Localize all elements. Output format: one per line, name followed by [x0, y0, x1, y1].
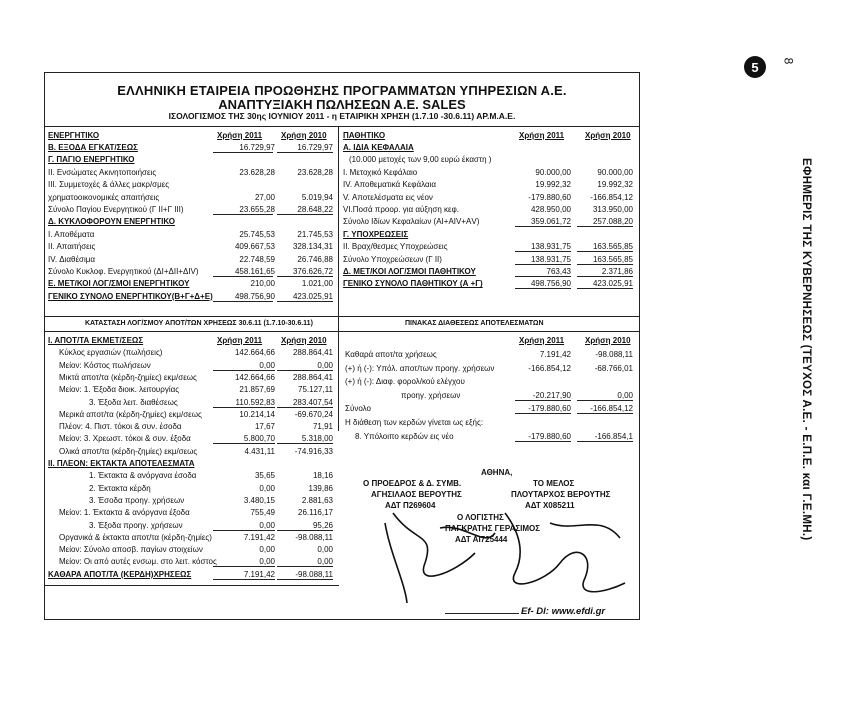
distribution-row-label: Καθαρά αποτ/τα χρήσεως	[345, 350, 437, 359]
income-row-label: Κύκλος εργασιών (πωλήσεις)	[59, 348, 163, 358]
distribution-value-2010: -166.854,12	[590, 404, 633, 414]
income-row-label: 2. Έκτακτα κέρδη	[89, 483, 151, 493]
income-row-label: Πλέον: 4. Πιστ. τόκοι & συν. έσοδα	[59, 422, 182, 432]
income-row-label: ΙΙ. ΠΛΕΟΝ: ΕΚΤΑΚΤΑ ΑΠΟΤΕΛΕΣΜΑΤΑ	[48, 459, 195, 468]
income-underline	[213, 443, 275, 444]
asset-underline	[277, 214, 333, 215]
liability-value-2010: 2.371,86	[601, 267, 633, 276]
asset-row-label: χρηματοοικονομικές απαιτήσεις	[48, 192, 160, 202]
liability-value-2011: 90.000,00	[535, 167, 571, 177]
asset-value-2010: 1.021,00	[301, 279, 333, 289]
income-value-2011: 0,00	[259, 557, 275, 567]
distribution-value-2011: 7.191,42	[539, 350, 571, 359]
liability-value-2010: 313.950,00	[592, 205, 633, 214]
liability-value-2010: -166.854,12	[590, 192, 633, 202]
income-underline	[213, 566, 275, 567]
footer-website: Ef- Dl: www.efdi.gr	[521, 606, 606, 617]
liability-underline	[577, 251, 633, 252]
company-name: ΕΛΛΗΝΙΚΗ ΕΤΑΙΡΕΙΑ ΠΡΟΩΘΗΣΗΣ ΠΡΟΓΡΑΜΜΑΤΩΝ ΥΠΗΡΕΣΙΩΝ Α.Ε.	[117, 83, 567, 98]
income-row-label: Μείον: Σύνολο αποσβ. παγίων στοιχείων	[59, 545, 203, 555]
asset-value-2011: 23.628,28	[239, 167, 275, 177]
city-label: ΑΘΗΝΑ,	[481, 468, 513, 477]
liability-row-label: VI.Ποσά προορ. για αύξηση κεφ.	[343, 205, 459, 214]
asset-row-label: ΙV. Διαθέσιμα	[48, 254, 95, 264]
income-row-label: Μικτά αποτ/τα (κέρδη-ζημίες) εκμ/σεως	[59, 372, 197, 382]
income-row-label: Ολικά αποτ/τα (κέρδη-ζημίες) εκμ/σεως	[59, 446, 198, 456]
liability-row-label: Σύνολο Υποχρεώσεων (Γ ΙΙ)	[343, 254, 442, 264]
liability-value-2011: 359.061,72	[530, 217, 571, 227]
liability-underline	[515, 276, 571, 277]
vertical-header: ΕΦΗΜΕΡΙΣ ΤΗΣ ΚΥΒΕΡΝΗΣΕΩΣ (ΤΕΥΧΟΣ Α.Ε. - Ε.Π.Ε. και Γ.Ε.ΜΗ.)	[800, 158, 812, 541]
distribution-row-label: 8. Υπόλοιπο κερδών εις νέο	[355, 431, 454, 441]
distribution-value-2011: -179.880,60	[528, 404, 571, 414]
liab-header: ΠΑΘΗΤΙΚΟ	[343, 131, 386, 140]
asset-underline	[277, 301, 333, 302]
income-value-2011: 7.191,42	[243, 569, 275, 579]
asset-underline	[213, 214, 273, 215]
asset-underline	[213, 152, 273, 153]
income-underline	[277, 370, 333, 371]
distribution-row-label: προηγ. χρήσεων	[401, 390, 461, 400]
income-underline	[213, 530, 275, 531]
income-value-2011: 3.480,15	[243, 495, 275, 505]
distribution-underline	[515, 400, 571, 401]
member-role: ΤΟ ΜΕΛΟΣ	[533, 479, 575, 488]
accountant-id: ΑΔΤ ΑΙ725444	[455, 535, 508, 544]
asset-value-2010: 376.626,72	[292, 267, 333, 276]
liability-value-2011: 138.931,75	[530, 242, 571, 252]
asset-row-label: Σύνολο Παγίου Ενεργητικού (Γ ΙΙ+Γ ΙΙΙ)	[48, 205, 184, 214]
distribution-value-2011: -179.880,60	[528, 431, 571, 441]
asset-value-2010: 328.134,31	[292, 242, 333, 252]
liability-value-2010: 90.000,00	[597, 167, 633, 177]
accountant-name: ΠΑΓΚΡΑΤΗΣ ΓΕΡΑΣΙΜΟΣ	[445, 524, 541, 533]
liability-underline	[515, 226, 571, 227]
company-subtitle: ΑΝΑΠΤΥΞΙΑΚΗ ΠΩΛΗΣΕΩΝ Α.Ε. SALES	[218, 97, 466, 112]
distribution-underline	[577, 441, 633, 442]
income-value-2010: 5.318,00	[301, 434, 333, 444]
income-value-2010: 0,00	[317, 557, 333, 567]
distribution-value-2010: -68.766,01	[594, 363, 633, 373]
member-name: ΠΛΟΥΤΑΡΧΟΣ ΒΕΡΟΥΤΗΣ	[511, 490, 611, 499]
income-value-2011: 142.664,66	[234, 372, 275, 382]
distribution-value-2010: 0,00	[617, 390, 633, 400]
liability-row-label: Α. ΙΔΙΑ ΚΕΦΑΛΑΙΑ	[343, 143, 414, 152]
signature-scribble	[345, 493, 635, 613]
income-row-label: 1. Έκτακτα & ανόργανα έσοδα	[89, 471, 197, 481]
income-underline	[277, 443, 333, 444]
liab-year-2011: Χρήση 2011	[519, 131, 565, 140]
income-value-2010: 283.407,54	[292, 397, 333, 407]
asset-value-2010: 26.746,88	[297, 254, 333, 264]
distribution-row-label: (+) ή (-): Διαφ. φορολ/κού ελέγχου	[345, 377, 465, 387]
member-id: ΑΔΤ Χ085211	[525, 501, 575, 510]
distribution-underline	[515, 441, 571, 442]
income-value-2011: 110.592,83	[235, 397, 275, 407]
income-statement-title: ΚΑΤΑΣΤΑΣΗ ΛΟΓ/ΣΜΟΥ ΑΠΟΤ/ΤΩΝ ΧΡΗΣΕΩΣ 30.6.11 (1.7.10-30.6.11)	[85, 320, 313, 327]
liability-underline	[577, 226, 633, 227]
president-id: ΑΔΤ Π269604	[385, 501, 436, 510]
income-underline	[277, 407, 333, 408]
liability-row-label: ΓΕΝΙΚΟ ΣΥΝΟΛΟ ΠΑΘΗΤΙΚΟΥ (Α +Γ)	[343, 279, 483, 289]
issue-badge: 5	[744, 56, 766, 78]
distribution-row-label: Σύνολο	[345, 404, 371, 414]
distribution-value-2011: -166.854,12	[528, 363, 571, 373]
income-value-2010: 139,86	[308, 483, 333, 493]
asset-value-2011: 25.745,53	[239, 229, 275, 239]
assets-year-2010: Χρήση 2010	[281, 131, 327, 140]
income-row-label: Οργανικά & έκτακτα αποτ/τα (κέρδη-ζημίες)	[59, 532, 212, 542]
income-value-2010: 0,00	[317, 360, 333, 370]
income-value-2011: 5.800,70	[243, 434, 275, 444]
asset-row-label: Ι. Αποθέματα	[48, 229, 95, 239]
asset-value-2011: 409.667,53	[234, 242, 275, 252]
asset-underline	[213, 301, 273, 302]
liability-underline	[577, 264, 633, 265]
income-value-2010: 2.881,63	[301, 495, 333, 505]
liability-value-2011: -179.880,60	[528, 192, 571, 202]
assets-header: ΕΝΕΡΓΗΤΙΚΟ	[48, 131, 100, 140]
liability-value-2011: 19.992,32	[535, 180, 571, 190]
income-value-2011: 17,67	[254, 422, 275, 432]
liability-row-label: Δ. ΜΕΤ/ΚΟΙ ΛΟΓ/ΣΜΟΙ ΠΑΘΗΤΙΚΟΥ	[343, 267, 476, 276]
asset-value-2010: 16.729,97	[297, 143, 333, 152]
income-value-2011: 4.431,11	[244, 446, 275, 456]
distribution-row-label: (+) ή (-): Υπόλ. αποτ/των προηγ. χρήσεων	[345, 363, 495, 373]
liability-value-2010: 423.025,91	[592, 279, 633, 289]
accountant-role: Ο ΛΟΓΙΣΤΗΣ	[457, 513, 504, 522]
distribution-underline	[577, 413, 633, 414]
income-year-2011: Χρήση 2011	[217, 336, 263, 345]
president-role: Ο ΠΡΟΕΔΡΟΣ & Δ. ΣΥΜΒ.	[363, 479, 462, 488]
income-underline	[213, 579, 275, 580]
income-value-2010: -98.088,11	[295, 532, 333, 542]
income-row-label: ΚΑΘΑΡΑ ΑΠΟΤ/ΤΑ (ΚΕΡΔΗ)ΧΡΗΣΕΩΣ	[48, 569, 192, 579]
income-underline	[277, 530, 333, 531]
income-value-2010: 288.864,41	[292, 348, 333, 358]
asset-value-2011: 210,00	[250, 279, 275, 289]
income-row-label: 3. Έξοδα λειτ. διαθέσεως	[89, 397, 178, 407]
assets-year-2011: Χρήση 2011	[217, 131, 263, 140]
income-value-2011: 0,00	[259, 483, 275, 493]
liability-underline	[515, 264, 571, 265]
income-value-2010: 26.116,17	[298, 508, 333, 518]
income-row-label: 3. Έξοδα προηγ. χρήσεων	[89, 520, 183, 530]
liability-value-2010: 19.992,32	[597, 180, 633, 190]
dist-year-2010: Χρήση 2010	[585, 336, 631, 345]
liab-year-2010: Χρήση 2010	[585, 131, 631, 140]
income-value-2010: 71,91	[312, 422, 333, 432]
liability-row-label: (10.000 μετοχές των 9,00 ευρώ έκαστη )	[349, 155, 492, 165]
asset-underline	[277, 276, 333, 277]
asset-value-2011: 458.161,65	[234, 267, 275, 276]
president-name: ΑΓΗΣΙΛΑΟΣ ΒΕΡΟΥΤΗΣ	[371, 490, 462, 499]
income-value-2011: 35,65	[254, 471, 275, 481]
income-underline	[277, 566, 333, 567]
asset-value-2011: 23.655,28	[239, 205, 275, 214]
income-row-label: 3. Έσοδα προηγ. χρήσεων	[89, 495, 185, 505]
income-value-2011: 10.214,14	[239, 409, 275, 419]
income-row-label: Μείον: 1. Έκτακτα & ανόργανα έξοδα	[59, 508, 190, 518]
income-value-2010: -69.670,24	[294, 409, 333, 419]
liability-row-label: Σύνολο Ιδίων Κεφαλαίων (ΑΙ+ΑΙV+ΑV)	[343, 217, 480, 227]
asset-underline	[213, 276, 273, 277]
balance-sheet-title: ΙΣΟΛΟΓΙΣΜΟΣ ΤΗΣ 30ης ΙΟΥΝΙΟΥ 2011 - η ΕΤΑΙΡΙΚΗ ΧΡΗΣΗ (1.7.10 -30.6.11) ΑΡ.Μ.Α.Ε.	[168, 111, 516, 121]
liability-value-2010: 163.565,85	[592, 242, 633, 252]
liability-row-label: ΙV. Αποθεματικά Κεφάλαια	[343, 180, 437, 190]
income-value-2011: 0,00	[259, 520, 275, 530]
asset-value-2010: 28.648,22	[297, 205, 333, 214]
liability-value-2011: 428.950,00	[530, 205, 571, 214]
liability-underline	[577, 276, 633, 277]
liability-underline	[577, 288, 633, 289]
asset-row-label: Γ. ΠΑΓΙΟ ΕΝΕΡΓΗΤΙΚΟ	[48, 155, 135, 165]
liability-underline	[515, 251, 571, 252]
income-value-2010: -98.088,11	[295, 569, 333, 579]
income-bottom-rule	[45, 585, 339, 586]
income-row-label: Μείον: 3. Χρεωστ. τόκοι & συν. έξοδα	[59, 434, 191, 444]
asset-value-2010: 5.019,94	[301, 192, 333, 202]
liability-row-label: Ι. Μετοχικό Κεφάλαιο	[343, 167, 418, 177]
income-underline	[277, 579, 333, 580]
liability-value-2011: 138.931,75	[530, 254, 571, 264]
financial-statement	[44, 72, 640, 620]
liability-value-2010: 163.565,85	[592, 254, 633, 264]
asset-row-label: ΓΕΝΙΚΟ ΣΥΝΟΛΟ ΕΝΕΡΓΗΤΙΚΟΥ(Β+Γ+Δ+Ε)	[48, 291, 213, 301]
distribution-row-label: Η διάθεση των κερδών γίνεται ως εξής:	[345, 418, 484, 427]
asset-value-2010: 23.628,28	[297, 167, 333, 177]
liability-row-label: Γ. ΥΠΟΧΡΕΩΣΕΙΣ	[343, 229, 409, 239]
asset-row-label: ΙΙ. Ενσώματες Ακινητοποιήσεις	[48, 167, 157, 177]
dist-year-2011: Χρήση 2011	[519, 336, 565, 345]
income-value-2011: 7.191,42	[243, 532, 275, 542]
income-value-2011: 142.664,66	[234, 348, 275, 358]
income-value-2010: 95,26	[312, 520, 333, 530]
distribution-title: ΠΙΝΑΚΑΣ ΔΙΑΘΕΣΕΩΣ ΑΠΟΤΕΛΕΣΜΑΤΩΝ	[405, 320, 544, 327]
liability-value-2011: 763,43	[546, 267, 571, 276]
income-value-2010: -74.916,33	[294, 446, 333, 456]
income-row-label: Μερικά αποτ/τα (κέρδη-ζημίες) εκμ/σεως	[59, 409, 202, 419]
asset-row-label: Σύνολο Κυκλοφ. Ενεργητικού (ΔΙ+ΔΙΙ+ΔΙV)	[48, 267, 199, 276]
liability-value-2010: 257.088,20	[592, 217, 633, 227]
income-row-label: Μείον: 1. Έξοδα διοικ. λειτουργίας	[59, 385, 180, 395]
asset-value-2011: 22.748,59	[239, 254, 275, 264]
asset-row-label: Β. ΕΞΟΔΑ ΕΓΚΑΤ/ΣΕΩΣ	[48, 143, 138, 152]
income-underline	[213, 370, 275, 371]
income-value-2010: 75.127,11	[298, 385, 333, 395]
page-number: 8	[781, 57, 796, 65]
asset-value-2011: 16.729,97	[239, 143, 275, 152]
distribution-value-2010: -166.854,1	[594, 431, 633, 441]
income-value-2011: 21.857,69	[239, 385, 275, 395]
income-value-2011: 0,00	[259, 360, 275, 370]
asset-row-label: Ε. ΜΕΤ/ΚΟΙ ΛΟΓ/ΣΜΟΙ ΕΝΕΡΓΗΤΙΚΟΥ	[48, 279, 190, 289]
asset-value-2010: 21.745,53	[297, 229, 333, 239]
liability-value-2011: 498.756,90	[530, 279, 571, 289]
income-value-2011: 0,00	[259, 545, 275, 555]
income-underline	[213, 407, 275, 408]
asset-row-label: ΙΙ. Απαιτήσεις	[48, 242, 96, 252]
distribution-value-2010: -98.088,11	[595, 350, 633, 359]
liability-row-label: V. Αποτελέσματα εις νέον	[343, 192, 433, 202]
distribution-underline	[577, 400, 633, 401]
distribution-value-2011: -20.217,90	[532, 390, 571, 400]
distribution-underline	[515, 413, 571, 414]
asset-value-2010: 423.025,91	[292, 291, 333, 301]
income-year-2010: Χρήση 2010	[281, 336, 327, 345]
asset-row-label: Δ. ΚΥΚΛΟΦΟΡΟΥΝ ΕΝΕΡΓΗΤΙΚΟ	[48, 217, 176, 227]
income-value-2010: 288.864,41	[292, 372, 333, 382]
asset-row-label: ΙΙΙ. Συμμετοχές & άλλες μακρ/σμες	[48, 180, 170, 190]
asset-underline	[277, 152, 333, 153]
liability-row-label: ΙΙ. Βραχ/θεσμες Υποχρεώσεις	[343, 242, 448, 252]
income-row-label: Ι. ΑΠΟΤ/ΤΑ ΕΚΜΕΤ/ΣΕΩΣ	[48, 336, 144, 345]
asset-value-2011: 498.756,90	[234, 291, 275, 301]
income-value-2010: 0,00	[317, 545, 333, 555]
liability-underline	[515, 288, 571, 289]
asset-value-2011: 27,00	[254, 192, 275, 202]
income-value-2011: 755,49	[250, 508, 275, 518]
income-row-label: Μείον: Οι από αυτές ενσωμ. στο λειτ. κόστος	[59, 557, 217, 567]
income-value-2010: 18,16	[312, 471, 333, 481]
income-row-label: Μείον: Κόστος πωλήσεων	[59, 360, 151, 370]
